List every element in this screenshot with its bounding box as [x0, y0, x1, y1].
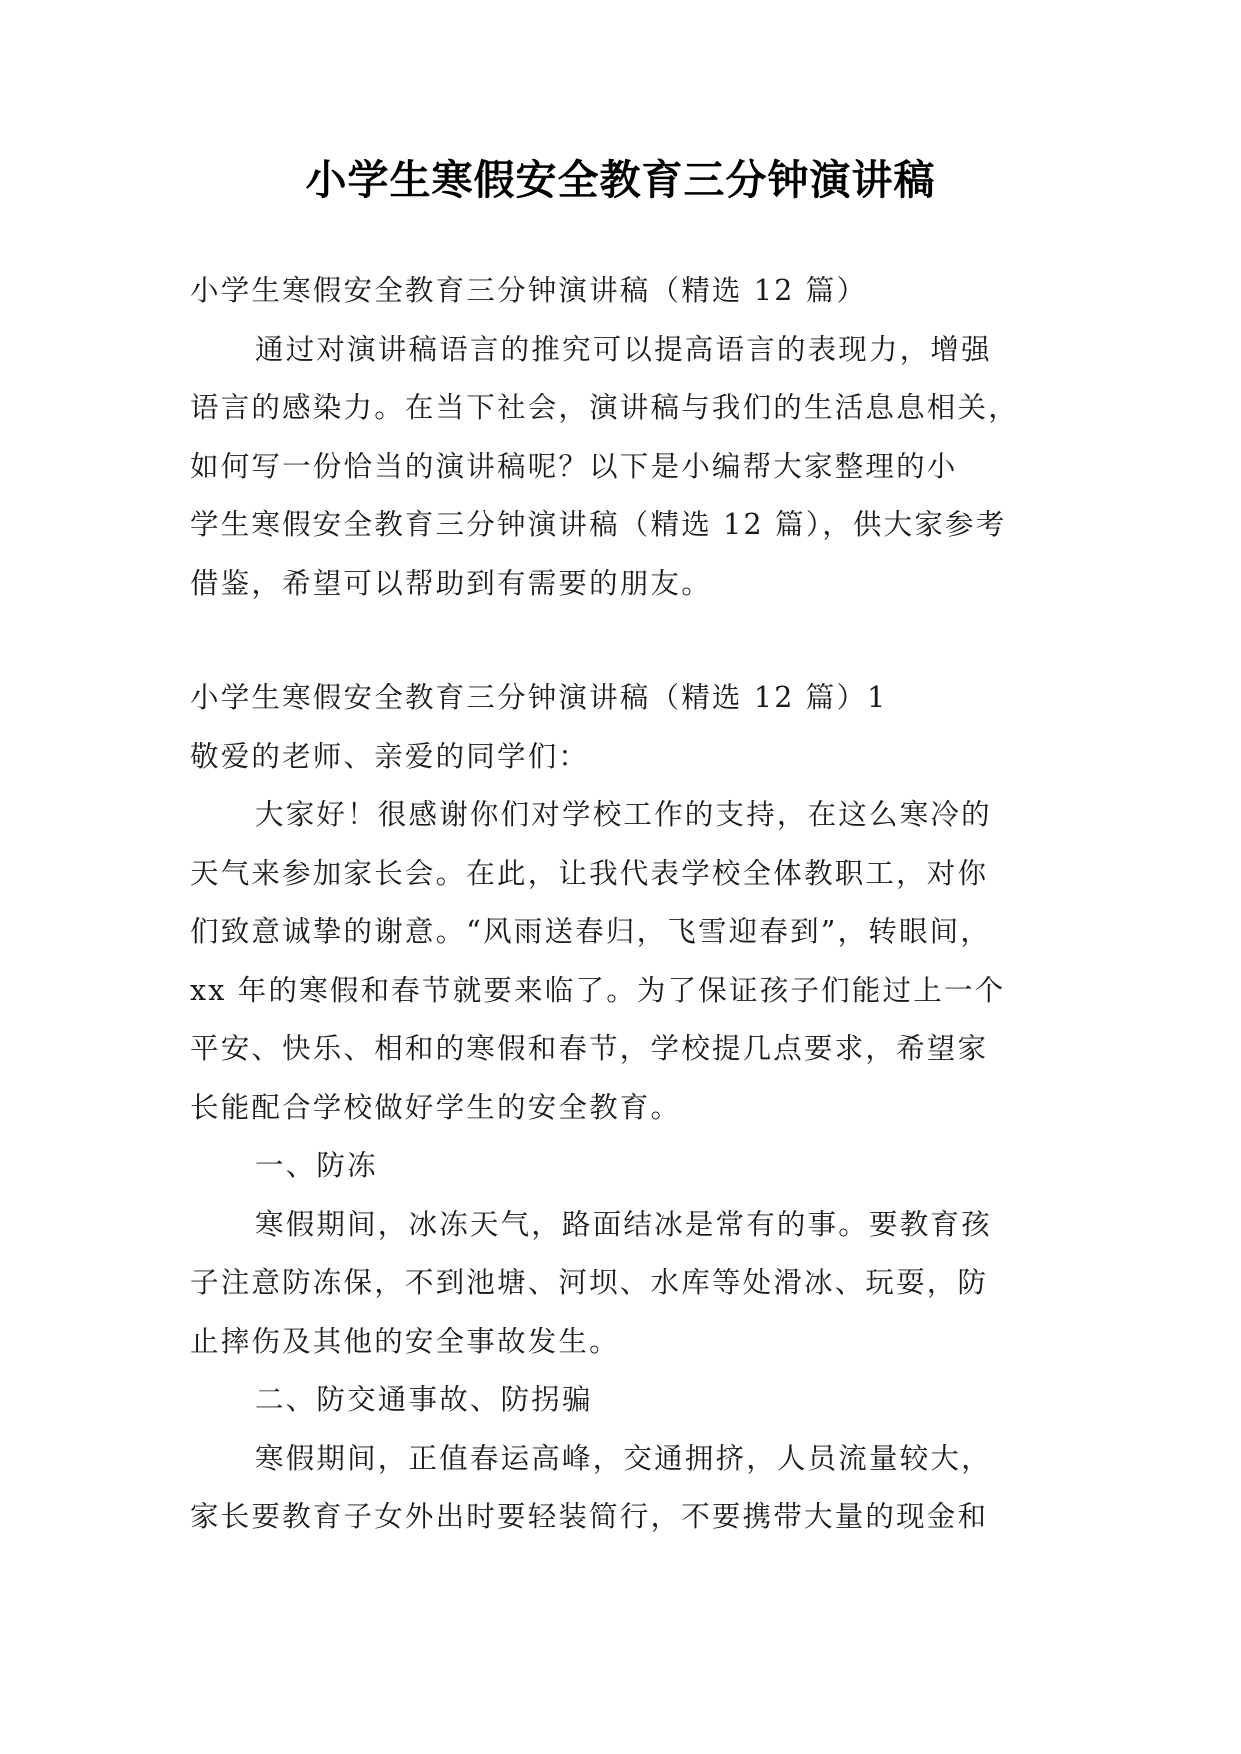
- paragraph-line: 们致意诚挚的谢意。“风雨送春归，飞雪迎春到”，转眼间，: [190, 915, 992, 948]
- intro-line: 学生寒假安全教育三分钟演讲稿（精选 12 篇），供大家参考: [190, 508, 1007, 541]
- document-subtitle: 小学生寒假安全教育三分钟演讲稿（精选 12 篇）: [190, 274, 868, 307]
- point-heading: 一、防冻: [255, 1149, 378, 1182]
- paragraph-line: 家长要教育子女外出时要轻装简行，不要携带大量的现金和: [190, 1500, 989, 1533]
- paragraph-line: 长能配合学校做好学生的安全教育。: [190, 1090, 682, 1124]
- paragraph-gap: [190, 613, 1070, 669]
- paragraph-line: 寒假期间，冰冻天气，路面结冰是常有的事。要教育孩: [255, 1207, 992, 1241]
- document-body: [190, 262, 1070, 1547]
- paragraph-line: xx 年的寒假和春节就要来临了。为了保证孩子们能过上一个: [190, 973, 1006, 1007]
- paragraph-line: 子注意防冻保，不到池塘、河坝、水库等处滑冰、玩耍，防: [190, 1266, 989, 1299]
- paragraph-line: 天气来参加家长会。在此，让我代表学校全体教职工，对你: [190, 856, 989, 890]
- point-heading: 二、防交通事故、防拐骗: [255, 1383, 593, 1416]
- salutation: 敬爱的老师、亲爱的同学们：: [190, 739, 590, 773]
- paragraph-line: 寒假期间，正值春运高峰，交通拥挤，人员流量较大，: [255, 1441, 992, 1475]
- paragraph-line: 平安、快乐、相和的寒假和春节，学校提几点要求，希望家: [190, 1032, 989, 1065]
- paragraph-line: 止摔伤及其他的安全事故发生。: [190, 1324, 620, 1358]
- intro-line: 如何写一份恰当的演讲稿呢？以下是小编帮大家整理的小: [190, 449, 958, 483]
- section-heading: 小学生寒假安全教育三分钟演讲稿（精选 12 篇）1: [190, 681, 888, 714]
- intro-line: 通过对演讲稿语言的推究可以提高语言的表现力，增强: [255, 332, 992, 366]
- document-title: 小学生寒假安全教育三分钟演讲稿: [305, 156, 936, 204]
- intro-line: 借鉴，希望可以帮助到有需要的朋友。: [190, 566, 712, 600]
- paragraph-line: 大家好！很感谢你们对学校工作的支持，在这么寒冷的: [255, 798, 992, 831]
- intro-line: 语言的感染力。在当下社会，演讲稿与我们的生活息息相关，: [190, 391, 1019, 424]
